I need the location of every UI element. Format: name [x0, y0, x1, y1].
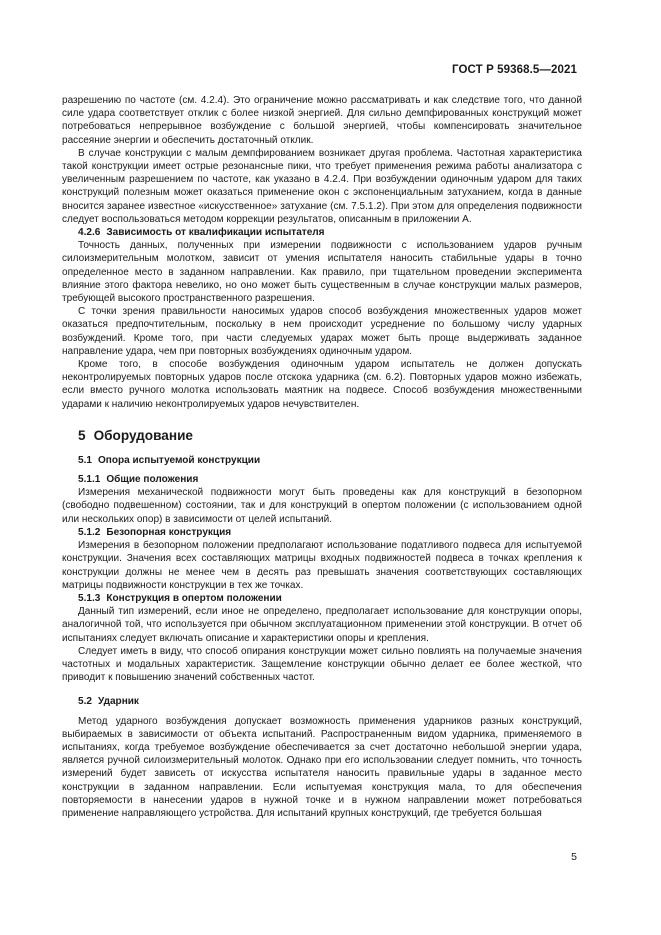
- page-body: [62, 94, 582, 820]
- paragraph: В случае конструкции с малым демпфированием возникает другая проблема. Частотная характеристика такой конструкции имеет острые резонансные пики, что требует применения режима работы анализатора с увеличенным разрешением по частоте, как указано в 4.2.4. При возбуждении одиночным ударом для таких конструкций полезным может оказаться применение окон с экспоненциальным затуханием, когда в данные вносится заранее известное «искусственное» затухание (см. 7.5.1.2). При этом для определения подвижности следует воспользоваться методом коррекции результатов, описанным в приложении А.: [62, 147, 582, 225]
- section-number: 5.1.2: [78, 526, 101, 538]
- section-heading-5: [62, 428, 582, 444]
- section-number: 5.1.1: [78, 474, 101, 486]
- paragraph: разрешению по частоте (см. 4.2.4). Это ограничение можно рассматривать и как следствие того, что данной силе удара соответствует отклик с более низкой энергией. Для сильно демпфированных конструкций может потребоваться непрерывное возбуждение с большой энергией, чтобы компенсировать значительное рассеяние энергии и обеспечить достаточный отклик.: [62, 95, 582, 146]
- section-heading-5-2: [62, 695, 582, 708]
- paragraph: С точки зрения правильности наносимых ударов способ возбуждения множественных ударов может оказаться предпочтительным, поскольку в нем происходит усреднение по большому числу ударных возбуждений. Кроме того, при части следуемых ударах может быть проще выдерживать заданное направление удара, чем при повторных возбуждениях одиночным ударом.: [62, 306, 582, 357]
- section-heading-5-1-2: [62, 526, 582, 539]
- section-number: 5.1.3: [78, 592, 101, 604]
- paragraph: Измерения механической подвижности могут быть проведены как для конструкций в безопорном (свободно подвешенном) состоянии, так и для конструкций в опертом положении (с использованием одной или нескольких опор) в зависимости от целей испытаний.: [62, 487, 582, 525]
- section-heading-5-1-1: [62, 473, 582, 486]
- section-number: 4.2.6: [78, 227, 101, 239]
- paragraph: Следует иметь в виду, что способ опирания конструкции может сильно повлиять на получаемые значения частотных и модальных характеристик. Защемление конструкции обычно делает ее более жесткой, что приводит к повышению значений собственных частот.: [62, 645, 582, 684]
- paragraph: Кроме того, в способе возбуждения одиночным ударом испытатель не должен допускать неконтролируемых повторных ударов после отскока ударника (см. 6.2). Повторных ударов можно избежать, если вместо ручного молотка использовать маятник на подвесе. Способ возбуждения множественными ударами к наличию неконтролируемых ударов нечувствителен.: [62, 359, 582, 410]
- section-heading-5-1: [62, 454, 582, 467]
- section-number: 5.1: [78, 454, 92, 466]
- page-number: 5: [571, 851, 577, 863]
- section-title: Оборудование: [93, 427, 193, 443]
- section-title: Конструкция в опертом положении: [106, 592, 282, 604]
- paragraph: Данный тип измерений, если иное не определено, предполагает использование для конструкции опоры, аналогичной той, что используется при обычном эксплуатационном применении этой конструкции. В отчет об испытаниях следует включать описание и характеристики опоры и крепления.: [62, 606, 582, 644]
- section-heading-4-2-6: [62, 226, 582, 239]
- section-title: Ударник: [97, 696, 139, 708]
- paragraph: Точность данных, полученных при измерении подвижности с использованием ударов ручным силоизмерительным молотком, зависит от умения испытателя наносить стабильные удары в точно определенное место в заданном направлении. Как правило, при тщательном проведении эксперимента влияние этого фактора невелико, но оно может быть существенным в случае конструкции малых размеров, требующей высокого пространственного разрешения.: [62, 240, 582, 305]
- section-number: 5.2: [78, 696, 92, 708]
- paragraph: Измерения в безопорном положении предполагают использование податливого подвеса для испытуемой конструкции. Значения всех составляющих матрицы входных подвижностей подвеса в точках крепления к конструкции должны не менее чем в десять раз превышать значения соответствующих составляющих матрицы подвижности конструкции в тех же точках.: [62, 540, 582, 591]
- paragraph: Метод ударного возбуждения допускает возможность применения ударников разных конструкций, выбираемых в зависимости от объекта испытаний. Распространенным видом ударника, применяемого в испытаниях, когда требуемое возбуждение обеспечивается за счет достаточно небольшой энергии удара, является ручной силоизмерительный молоток. Однако при его использовании следует помнить, что точность измерений будет зависеть от искусства испытателя наносить правильные удары в заданное место конструкции в заданном направлении. Если испытуемая конструкция мала, то для обеспечения повторяемости в нанесении ударов в нужной точке и в нужном направлении может потребоваться применение направляющего устройства. Для испытаний крупных конструкций, где требуется большая: [62, 715, 582, 819]
- section-title: Безопорная конструкция: [106, 526, 232, 538]
- section-title: Опора испытуемой конструкции: [97, 454, 261, 466]
- section-title: Общие положения: [106, 474, 199, 486]
- section-number: 5: [78, 427, 86, 443]
- section-heading-5-1-3: [62, 592, 582, 605]
- section-title: Зависимость от квалификации испытателя: [106, 227, 325, 239]
- standard-code: ГОСТ Р 59368.5—2021: [452, 64, 577, 76]
